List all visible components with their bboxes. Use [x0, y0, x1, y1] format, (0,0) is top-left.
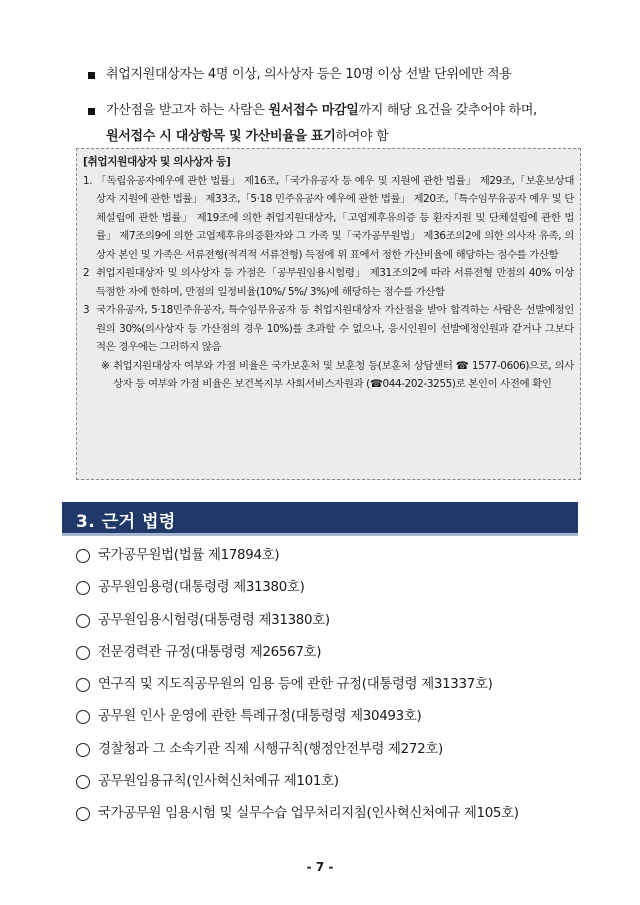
section-header — [62, 502, 578, 536]
law-text: 경찰청과 그 소속기관 직제 시행규칙(행정안전부령 제272호) — [98, 741, 443, 757]
note-item-number: 3 — [83, 304, 90, 316]
bullet-applicability — [88, 62, 588, 88]
note-item-text: 「독립유공자예우에 관한 법률」 제16조,「국가유공자 등 예우 및 지원에 관한 법률」 제29조,「보훈보상대상자 지원에 관한 법률」 제33조,「5·18 민주유공자 예우에 관한 법률」 제20조,「특수임무유공자 예우 및 단체설립에 관한 법률」 제19조에 의한 취업지원대상자,「고엽제후유의증 등 환자지원 및 단체설립에 관한 법률」 제7조의9에 의한 고엽제후유의증환자와 그 가족 및「국가공무원법」 제36조의2에 의한 의사자 유족, 의상자 본인 및 가족은 서류전형(적격적 서류전형) 득점에 위 표에서 정한 가산비율에 해당하는 점수를 가산함 — [96, 174, 574, 261]
note-title: [취업지원대상자 및 의사상자 등] — [83, 156, 231, 168]
list-item — [76, 548, 596, 580]
law-text: 공무원임용시험령(대통령령 제31380호) — [98, 612, 330, 628]
circle-bullet-icon — [76, 710, 90, 724]
circle-bullet-icon — [76, 807, 90, 821]
list-item — [76, 580, 596, 612]
list-item — [76, 613, 596, 645]
circle-bullet-icon — [76, 775, 90, 789]
list-item — [76, 645, 596, 677]
note-item — [83, 301, 574, 357]
bullet-text: 취업지원대상자는 4명 이상, 의사상자 등은 10명 이상 선발 단위에만 적용 — [106, 67, 512, 82]
requirement-bullets — [88, 62, 588, 150]
note-item — [83, 172, 574, 265]
note-item-number: 1. — [83, 174, 93, 187]
circle-bullet-icon — [76, 678, 90, 692]
circle-bullet-icon — [76, 549, 90, 563]
circle-bullet-icon — [76, 743, 90, 757]
note-item-text: 취업지원대상자 및 의사상자 등 가점은「공무원임용시험령」 제31조의2에 따라 서류전형 만점의 40% 이상 득점한 자에 한하며, 만점의 일정비율(10%/ 5%/ 3%)에 해당하는 점수를 가산함 — [96, 267, 574, 298]
section-title: 3. 근거 법령 — [76, 512, 176, 532]
law-text: 공무원임용규칙(인사혁신처예규 제101호) — [98, 774, 339, 790]
legal-basis-list — [76, 548, 596, 839]
note-item-text: 국가유공자, 5·18민주유공자, 특수임무유공자 등 취업지원대상자 가산점을 받아 합격하는 사람은 선발예정인원의 30%(의사상자 등 가산점의 경우 10%)를 초과할 수 없으나, 응시인원이 선발예정인원과 같거나 그보다 적은 경우에는 그러하지 않음 — [96, 304, 574, 353]
note-contact-text: 취업지원대상자 여부와 가점 비율은 국가보훈처 및 보훈청 등(보훈처 상담센터 ☎ 1577-0606)으로, 의사상자 등 여부와 가점 비율은 보건복지부 사회서비스자원과 (☎044-202-3255)로 본인이 사전에 확인 — [113, 359, 574, 390]
bullet-text-mid: 까지 해당 요건을 갖추어야 하며, — [358, 103, 538, 118]
law-text: 연구직 및 지도직공무원의 임용 등에 관한 규정(대통령령 제31337호) — [98, 677, 493, 693]
law-text: 공무원 인사 운영에 관한 특례규정(대통령령 제30493호) — [98, 709, 422, 725]
circle-bullet-icon — [76, 581, 90, 595]
bullet-bold-deadline: 원서접수 마감일 — [268, 103, 359, 118]
list-item — [76, 742, 596, 774]
bullet-deadline — [88, 98, 588, 150]
note-item — [83, 264, 574, 301]
note-contact-remark — [83, 357, 574, 394]
list-item — [76, 677, 596, 709]
law-text: 전문경력관 규정(대통령령 제26567호) — [98, 644, 322, 660]
note-item-number: 2 — [83, 267, 90, 279]
eligibility-note-box — [76, 148, 581, 480]
bullet-text-post: 하여야 함 — [335, 129, 389, 144]
law-text: 국가공무원법(법률 제17894호) — [98, 548, 280, 563]
bullet-text-pre: 가산점을 받고자 하는 사람은 — [106, 103, 269, 118]
circle-bullet-icon — [76, 614, 90, 628]
list-item — [76, 806, 596, 838]
bullet-bold-mark-items: 원서접수 시 대상항목 및 가산비율을 표기 — [106, 129, 336, 144]
reference-mark-icon: ※ — [101, 359, 110, 372]
page-number: - 7 - — [306, 860, 334, 874]
law-text: 공무원임용령(대통령령 제31380호) — [98, 580, 305, 596]
square-bullet-icon — [88, 108, 95, 115]
law-text: 국가공무원 임용시험 및 실무수습 업무처리지침(인사혁신처예규 제105호) — [98, 806, 519, 822]
square-bullet-icon — [88, 72, 95, 79]
list-item — [76, 774, 596, 806]
circle-bullet-icon — [76, 646, 90, 660]
list-item — [76, 709, 596, 741]
